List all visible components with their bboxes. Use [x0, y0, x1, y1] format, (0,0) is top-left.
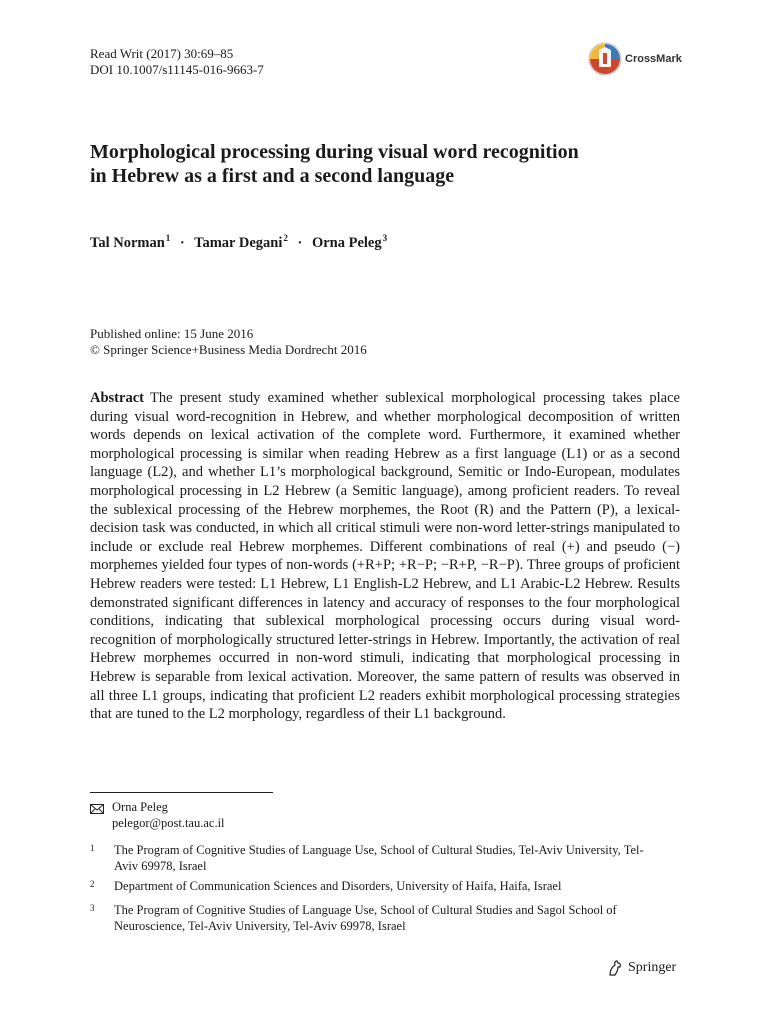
affiliation-item: [90, 902, 650, 934]
publication-info: [90, 326, 367, 358]
crossmark-label: CrossMark: [625, 53, 682, 65]
affiliation-item: [90, 878, 650, 894]
affiliation-number: 2: [90, 879, 95, 889]
affiliation-text: The Program of Cognitive Studies of Language Use, School of Cultural Studies, Tel-Aviv University, Tel-Aviv 69978, Israel: [114, 843, 644, 873]
affiliation-number: 3: [90, 903, 95, 913]
abstract-text: The present study examined whether sublexical morphological processing takes place during visual word-recognition in Hebrew, and whether morphological decomposition of written words depends on lexical activation of the complete word. Furthermore, it examined whether morphological processing is similar when reading Hebrew as a first language (L1) or as a second language (L2), and whether L1’s morphological background, Semitic or Indo-European, modulates morphological processing in L2 Hebrew (a Semitic language), among proficient readers. To reveal the sublexical processing of the Hebrew morphemes, the Root (R) and the Pattern (P), a lexical-decision task was conducted, in which all critical stimuli were non-word letter-strings manipulated to include or exclude real Hebrew morphemes. Different combinations of real (+) and pseudo (−) morphemes yielded four types of non-words (+R+P; +R−P; −R+P, −R−P). Three groups of proficient Hebrew readers were tested: L1 Hebrew, L1 English-L2 Hebrew, and L1 Arabic-L2 Hebrew. Results demonstrated significant differences in latency and accuracy of responses to the four morphological conditions, indicating that sublexical morphological processing occurs during visual word-recognition of morphologically structured letter-strings in Hebrew. Importantly, the activation of real Hebrew morphemes occurred in non-word stimuli, indicating that morphological processing in Hebrew is separable from lexical activation. Moreover, the same pattern of results was observed in all three L1 groups, indicating that proficient L2 readers exhibit morphological processing strategies that are tuned to the L2 morphology, regardless of their L1 background.: [90, 390, 680, 723]
envelope-icon: [90, 799, 112, 831]
affiliation-text: The Program of Cognitive Studies of Language Use, School of Cultural Studies and Sagol School of Neuroscience, Tel-Aviv University, Tel-Aviv 69978, Israel: [114, 903, 617, 933]
publisher-name: Springer: [628, 960, 677, 975]
published-date: Published online: 15 June 2016: [90, 326, 254, 341]
paper-title: Morphological processing during visual word recognition in Hebrew as a first and a second language: [90, 141, 579, 187]
abstract: [90, 389, 680, 724]
journal-doi: DOI 10.1007/s11145-016-9663-7: [90, 62, 264, 77]
author-separator: ·: [179, 235, 185, 251]
affiliation-item: [90, 842, 650, 874]
correspondence-email[interactable]: pelegor@post.tau.ac.il: [112, 816, 225, 830]
author-separator: ·: [297, 235, 303, 251]
abstract-heading: Abstract: [90, 390, 144, 406]
publisher-logo: [606, 959, 676, 977]
author-name: Tamar Degani: [194, 235, 283, 251]
affiliation-text: Department of Communication Sciences and Disorders, University of Haifa, Haifa, Israel: [114, 879, 562, 893]
correspondence-block: [90, 799, 225, 831]
author-list: [90, 233, 387, 252]
copyright-notice: © Springer Science+Business Media Dordrecht 2016: [90, 342, 367, 357]
springer-horse-icon: [606, 959, 624, 977]
crossmark-badge[interactable]: [588, 42, 682, 76]
crossmark-icon: [588, 42, 622, 76]
author-affil-ref: 2: [283, 233, 288, 243]
author-affil-ref: 3: [382, 233, 388, 243]
affiliation-number: 1: [90, 843, 95, 853]
journal-header: [90, 46, 264, 78]
author-name: Tal Norman: [90, 235, 165, 251]
author-name: Orna Peleg: [311, 235, 382, 251]
correspondence-name: Orna Peleg: [112, 800, 168, 814]
footnote-rule: [90, 792, 273, 793]
author-affil-ref: 1: [165, 233, 171, 243]
journal-citation: Read Writ (2017) 30:69–85: [90, 46, 234, 61]
